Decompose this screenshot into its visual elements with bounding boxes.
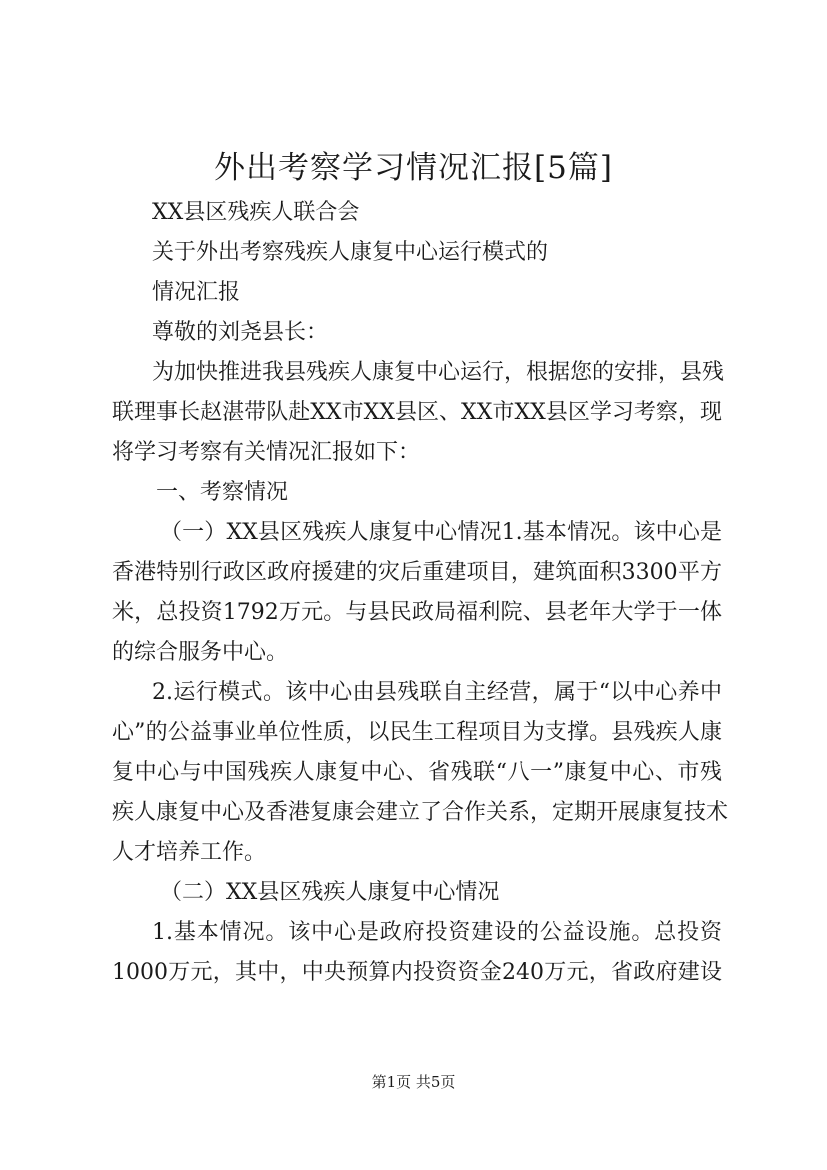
text-line: 1.基本情况。该中心是政府投资建设的公益设施。总投资: [152, 920, 722, 945]
text-line: 联理事长赵湛带队赴XX市XX县区、XX市XX县区学习考察，现: [112, 400, 722, 425]
text-line: 情况汇报: [152, 280, 241, 305]
text-line: 关于外出考察残疾人康复中心运行模式的: [152, 240, 549, 265]
text-line: XX县区残疾人联合会: [152, 200, 360, 225]
text-line: 复中心与中国残疾人康复中心、省残联“八一”康复中心、市残: [112, 760, 722, 785]
text-line: 的综合服务中心。: [112, 640, 289, 665]
page-number: 第1页 共5页: [371, 1073, 456, 1091]
text-line: （一）XX县区残疾人康复中心情况1.基本情况。该中心是: [160, 520, 722, 545]
text-line: 尊敬的刘尧县长：: [152, 320, 329, 345]
document-title: 外出考察学习情况汇报[5篇]: [214, 150, 613, 186]
text-line: 米，总投资1792万元。与县民政局福利院、县老年大学于一体: [112, 600, 722, 625]
text-line: 为加快推进我县残疾人康复中心运行，根据您的安排，县残: [152, 360, 725, 385]
text-line: 人才培养工作。: [112, 840, 267, 865]
text-line: 将学习考察有关情况汇报如下：: [112, 440, 421, 465]
section-heading: 一、考察情况: [156, 480, 289, 505]
text-line: 2.运行模式。该中心由县残联自主经营，属于“以中心养中: [152, 680, 722, 705]
text-line: 疾人康复中心及香港复康会建立了合作关系，定期开展康复技术: [112, 800, 729, 825]
text-line: 香港特别行政区政府援建的灾后重建项目，建筑面积3300平方: [112, 560, 722, 585]
document-body: [112, 193, 729, 993]
text-line: 1000万元，其中，中央预算内投资资金240万元，省政府建设: [112, 960, 722, 985]
text-line: 心”的公益事业单位性质，以民生工程项目为支撑。县残疾人康: [112, 720, 722, 745]
section-heading: （二）XX县区残疾人康复中心情况: [160, 880, 500, 905]
